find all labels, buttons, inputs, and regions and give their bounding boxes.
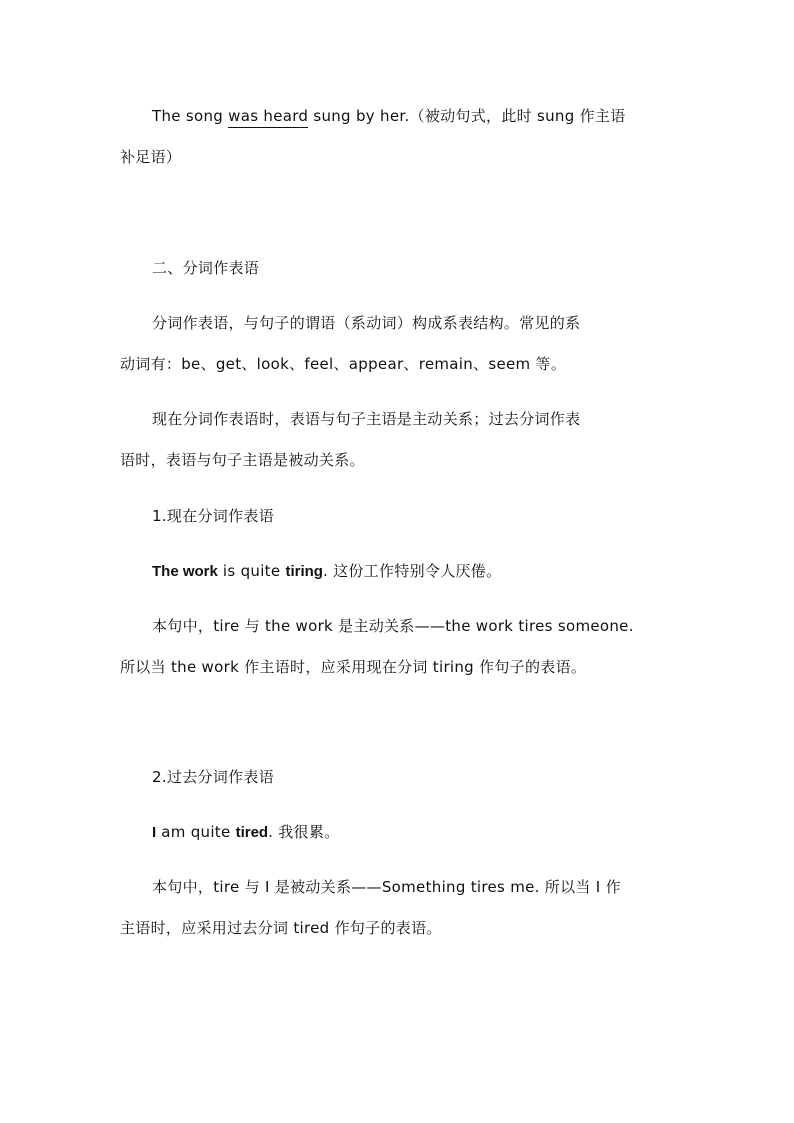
section2-heading: 二、分词作表语 xyxy=(152,259,260,277)
sub2-heading: 2.过去分词作表语 xyxy=(152,768,275,786)
section2-intro-line1: 分词作表语，与句子的谓语（系动词）构成系表结构。常见的系 xyxy=(152,314,581,332)
sub2-example-participle: tired xyxy=(235,824,269,841)
passive-example-text: The song xyxy=(152,107,229,125)
sub2-example-translation: . 我很累。 xyxy=(268,823,340,841)
section2-intro-line2: 动词有：be、get、look、feel、appear、remain、seem 等。 xyxy=(120,355,567,373)
passive-underlined-phrase: was heard xyxy=(228,107,308,128)
passive-example-rest: by her.（被动句式，此时 sung 作主语 xyxy=(350,107,626,125)
section2-rule-line1: 现在分词作表语时，表语与句子主语是主动关系；过去分词作表 xyxy=(152,410,581,428)
sub1-explain-line1: 本句中，tire 与 the work 是主动关系——the work tires someone. xyxy=(152,617,634,635)
sub1-heading: 1.现在分词作表语 xyxy=(152,507,275,525)
sub2-example xyxy=(152,822,339,843)
passive-example-line1 xyxy=(152,106,626,126)
sub1-example-verb: is quite xyxy=(217,562,286,580)
sub1-explain-line2: 所以当 the work 作主语时，应采用现在分词 tiring 作句子的表语。 xyxy=(120,658,587,676)
sub2-explain-line1: 本句中，tire 与 I 是被动关系——Something tires me. 所以当 I 作 xyxy=(152,878,621,896)
sub2-example-verb: am quite xyxy=(156,823,236,841)
sub1-example-participle: tiring xyxy=(285,563,323,580)
sub2-explain-line2: 主语时，应采用过去分词 tired 作句子的表语。 xyxy=(120,919,442,937)
sub1-example-translation: . 这份工作特别令人厌倦。 xyxy=(322,562,502,580)
passive-example-line2: 补足语） xyxy=(120,148,182,166)
passive-example-sung: sung xyxy=(308,107,351,125)
sub2-example-subject: I xyxy=(152,824,157,841)
sub1-example xyxy=(152,561,501,582)
sub1-example-subject: The work xyxy=(152,563,218,580)
section2-rule-line2: 语时，表语与句子主语是被动关系。 xyxy=(120,451,365,469)
